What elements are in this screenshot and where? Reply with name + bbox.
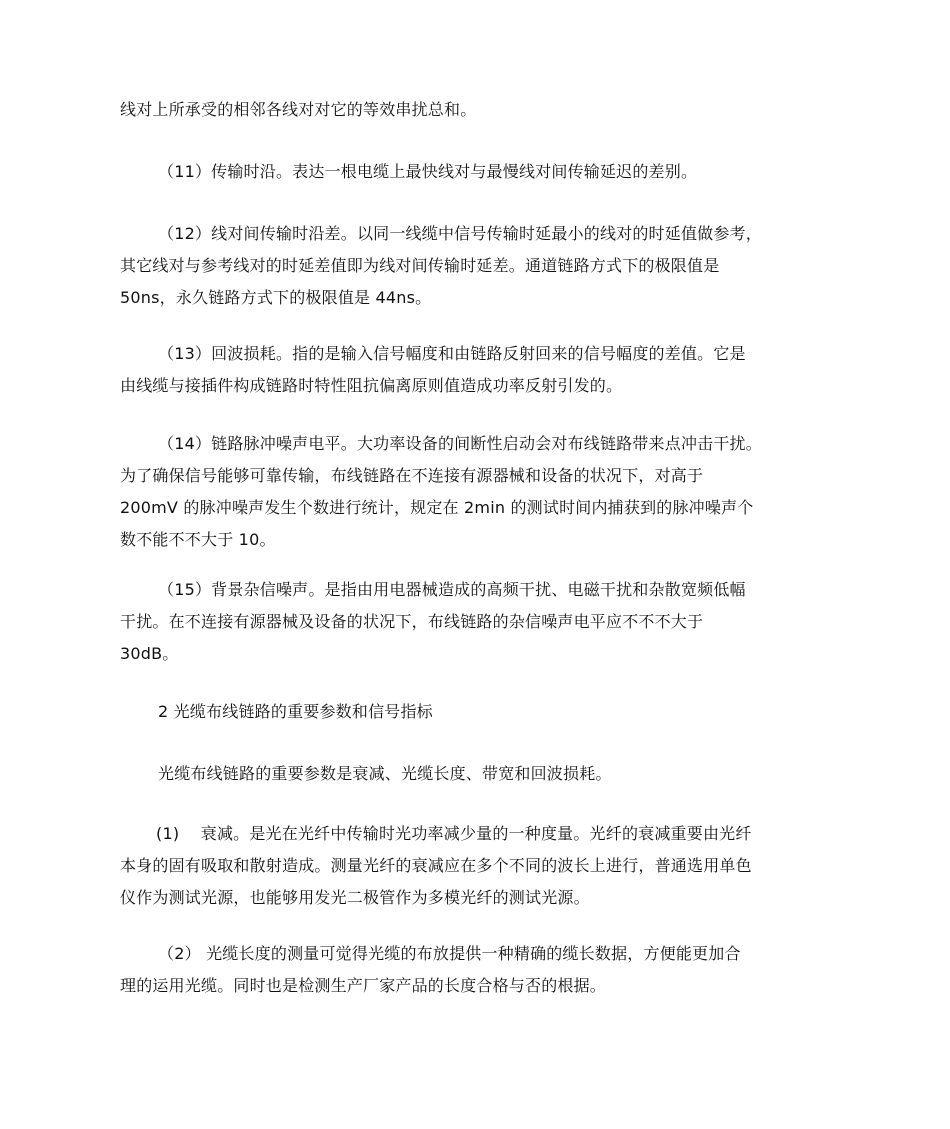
- text-line: 数不能不不大于 10。: [120, 530, 276, 549]
- section-heading: [120, 696, 838, 728]
- text-line: 光缆布线链路的重要参数是衰减、光缆长度、带宽和回波损耗。: [158, 764, 612, 783]
- text-line: 线对上所承受的相邻各线对对它的等效串扰总和。: [120, 100, 477, 119]
- paragraph-14: [120, 428, 838, 556]
- paragraph-15: [120, 574, 838, 670]
- paragraph-attenuation: [120, 818, 838, 914]
- text-line: 干扰。在不连接有源器械及设备的状况下，布线链路的杂信噪声电平应不不不大于: [120, 612, 704, 631]
- paragraph-continuation: [120, 94, 838, 126]
- text-line: 本身的固有吸取和散射造成。测量光纤的衰减应在多个不同的波长上进行，普通选用单色: [120, 856, 752, 875]
- text-line: 由线缆与接插件构成链路时特性阻抗偏离原则值造成功率反射引发的。: [120, 376, 623, 395]
- text-line: （14）链路脉冲噪声电平。大功率设备的间断性启动会对布线链路带来点冲击干扰。: [158, 434, 762, 453]
- paragraph-12: [120, 218, 838, 314]
- text-line: （13）回波损耗。指的是输入信号幅度和由链路反射回来的信号幅度的差值。它是: [158, 344, 746, 363]
- text-line: 200mV 的脉冲噪声发生个数进行统计，规定在 2min 的测试时间内捕获到的脉冲噪声个: [120, 498, 754, 517]
- paragraph-cable-length: [120, 938, 838, 1002]
- text-line: 50ns，永久链路方式下的极限值是 44ns。: [120, 288, 432, 307]
- text-line: (1) 衰减。是光在光纤中传输时光功率减少量的一种度量。光纤的衰减重要由光纤: [156, 824, 752, 843]
- text-line: 仪作为测试光源，也能够用发光二极管作为多模光纤的测试光源。: [120, 888, 590, 907]
- text-line: （11）传输时沿。表达一根电缆上最快线对与最慢线对间传输延迟的差别。: [158, 162, 698, 181]
- text-line: 2 光缆布线链路的重要参数和信号指标: [158, 702, 433, 721]
- text-line: （15）背景杂信噪声。是指由用电器械造成的高频干扰、电磁干扰和杂散宽频低幅: [158, 580, 746, 599]
- text-line: 为了确保信号能够可靠传输，布线链路在不连接有源器械和设备的状况下，对高于: [120, 466, 704, 485]
- text-line: （12）线对间传输时沿差。以同一线缆中信号传输时延最小的线对的时延值做参考，: [158, 224, 762, 243]
- text-line: 30dB。: [120, 644, 179, 663]
- text-line: 理的运用光缆。同时也是检测生产厂家产品的长度合格与否的根据。: [120, 976, 607, 995]
- text-line: 其它线对与参考线对的时延差值即为线对间传输时延差。通道链路方式下的极限值是: [120, 256, 720, 275]
- paragraph-11: [120, 156, 838, 188]
- paragraph-13: [120, 338, 838, 402]
- text-line: （2） 光缆长度的测量可觉得光缆的布放提供一种精确的缆长数据，方便能更加合: [158, 944, 741, 963]
- paragraph-intro: [120, 758, 838, 790]
